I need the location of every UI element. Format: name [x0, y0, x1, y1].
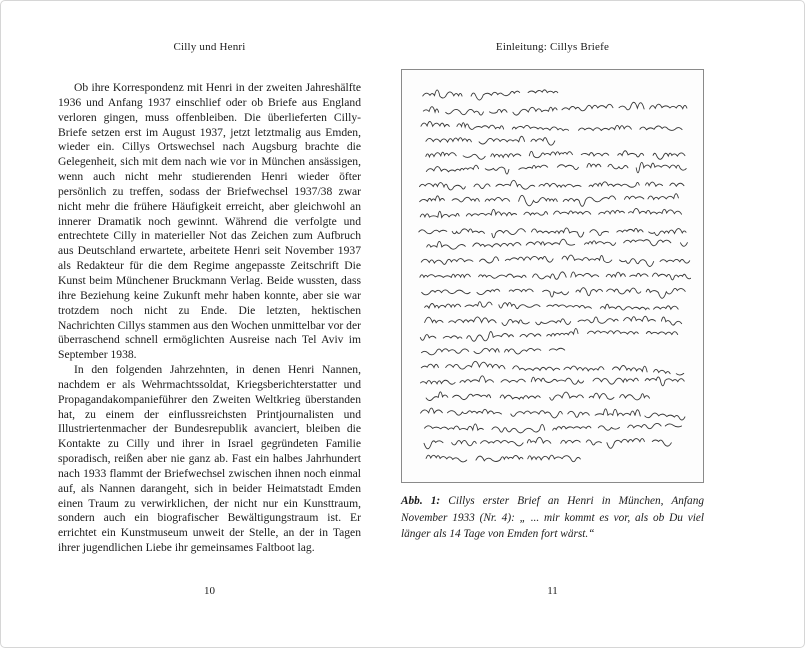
figure-caption: [401, 493, 704, 543]
handwritten-letter-figure: [401, 69, 704, 483]
figure-caption-label: Abb. 1:: [401, 495, 441, 507]
left-page-number: 10: [204, 585, 215, 597]
left-running-header: Cilly und Henri: [173, 41, 246, 53]
body-paragraph-1: Ob ihre Korrespondenz mit Henri in der zweiten Jahreshälfte 1936 und Anfang 1937 einschlief oder ob Briefe aus England verloren gingen, muss offenbleiben. Die überlieferten Cilly-Briefe setzen erst im August 1937, jetzt letztmalig aus Emden, wieder ein. Cillys Ortswechsel nach Augsburg brachte die Gelegenheit, sich mit dem nach wie vor in München ansässigen, wenn auch nicht mehr studierenden Henri wieder öfter persönlich zu treffen, sodass der Briefwechsel 1937/38 zwar nicht mehr die frühere Häufigkeit erreicht, aber gleichwohl an innerer Dramatik noch gewinnt. Während die verfolgte und entrechtete Cilly in materieller Not das Zeichen zum Aufbruch aus Deutschland erwartete, arbeitete Henri seit November 1937 als Redakteur für die dem Regime angepasste Zeitschrift Die Kunst beim Münchener Bruckmann Verlag. Beide wussten, dass ihre Beziehung keine Zukunft mehr haben konnte, aber sie war trotzdem noch nicht zu Ende. Die letzten, hektischen Nachrichten Cillys stammen aus den Wochen unmittelbar vor der überraschend schnell ermöglichten Ausreise nach Tel Aviv im September 1938.: [58, 81, 361, 362]
right-page-number: 11: [547, 585, 558, 597]
figure-caption-text: Cillys erster Brief an Henri in München, Anfang November 1933 (Nr. 4): „ ... mir kommt es vor, als ob Du viel länger als 14 Tage von Emden fort wärst.“: [401, 495, 705, 540]
body-paragraph-2: In den folgenden Jahrzehnten, in denen Henri Nannen, nachdem er als Wehrmachtssoldat, Kriegsberichterstatter und Propagandakompanieführer den Zweiten Weltkrieg überstanden hat, zu einem der einflussreichsten Printjournalisten und Illustriertenmacher der Bundesrepublik avanciert, bleiben die Kontakte zu Cilly und ihrer in Israel gegründeten Familie sporadisch, reißen aber nie ganz ab. Fast ein halbes Jahrhundert nach 1933 flammt der Briefwechsel zwischen ihnen noch einmal auf, als Nannen darangeht, sich in beider Heimatstadt Emden einen Traum zu verwirklichen, der nicht nur ein Kunsttraum, sondern auch ein biografischer Bewältigungstraum ist. Er errichtet ein Kunstmuseum unweit der Stelle, an der in Tagen ihrer jugendlichen Liebe ihr gemeinsames Faltboot lag.: [58, 363, 361, 555]
left-text-column: [58, 81, 361, 556]
right-running-header: Einleitung: Cillys Briefe: [495, 41, 610, 53]
handwriting-svg: [414, 82, 691, 470]
